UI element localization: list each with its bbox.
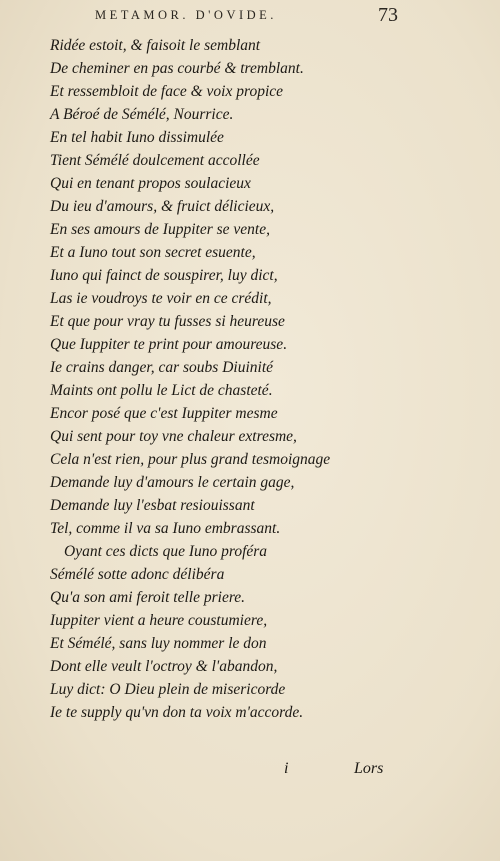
verse-line: Qui en tenant propos soulacieux [50, 175, 251, 192]
signature-mark: i [284, 760, 289, 777]
verse-line: Qu'a son ami feroit telle priere. [50, 589, 246, 606]
verse-line: Ie crains danger, car soubs Diuinité [50, 359, 274, 376]
verse-line: Iuno qui fainct de souspirer, luy dict, [50, 267, 278, 284]
verse-line: Qui sent pour toy vne chaleur extresme, [50, 428, 297, 445]
verse-line: Sémélé sotte adonc délibéra [50, 566, 225, 583]
verse-line: Demande luy d'amours le certain gage, [50, 474, 295, 491]
verse-line: Luy dict: O Dieu plein de misericorde [50, 681, 286, 698]
verse-line: Que Iuppiter te print pour amoureuse. [50, 336, 288, 353]
running-head: METAMOR. D'OVIDE. [95, 8, 277, 22]
verse-block [0, 34, 500, 774]
verse-line: Tient Sémélé doulcement accollée [50, 152, 260, 169]
verse-line: Et que pour vray tu fusses si heureuse [50, 313, 285, 330]
verse-line: En tel habit Iuno dissimulée [50, 129, 224, 146]
verse-line: A Béroé de Sémélé, Nourrice. [50, 106, 234, 123]
catchword: Lors [354, 760, 384, 777]
verse-line: Du ieu d'amours, & fruict délicieux, [50, 198, 275, 215]
verse-line: Dont elle veult l'octroy & l'abandon, [50, 658, 278, 675]
verse-line: Ridée estoit, & faisoit le semblant [50, 37, 261, 54]
verse-line: Demande luy l'esbat resiouissant [50, 497, 255, 514]
page-number: 73 [378, 4, 398, 26]
verse-line: Et ressembloit de face & voix propice [50, 83, 284, 100]
verse-line: Et Sémélé, sans luy nommer le don [50, 635, 267, 652]
verse-line: Iuppiter vient a heure coustumiere, [50, 612, 268, 629]
verse-line: Las ie voudroys te voir en ce crédit, [50, 290, 272, 307]
verse-line: Oyant ces dicts que Iuno proféra [64, 543, 268, 560]
verse-line: Tel, comme il va sa Iuno embrassant. [50, 520, 281, 537]
verse-line: Maints ont pollu le Lict de chasteté. [50, 382, 273, 399]
verse-line: Cela n'est rien, pour plus grand tesmoignage [50, 451, 331, 468]
verse-line: De cheminer en pas courbé & tremblant. [50, 60, 304, 77]
verse-line: En ses amours de Iuppiter se vente, [50, 221, 270, 238]
verse-line: Et a Iuno tout son secret esuente, [50, 244, 256, 261]
verse-line: Encor posé que c'est Iuppiter mesme [50, 405, 278, 422]
verse-line: Ie te supply qu'vn don ta voix m'accorde. [50, 704, 304, 721]
